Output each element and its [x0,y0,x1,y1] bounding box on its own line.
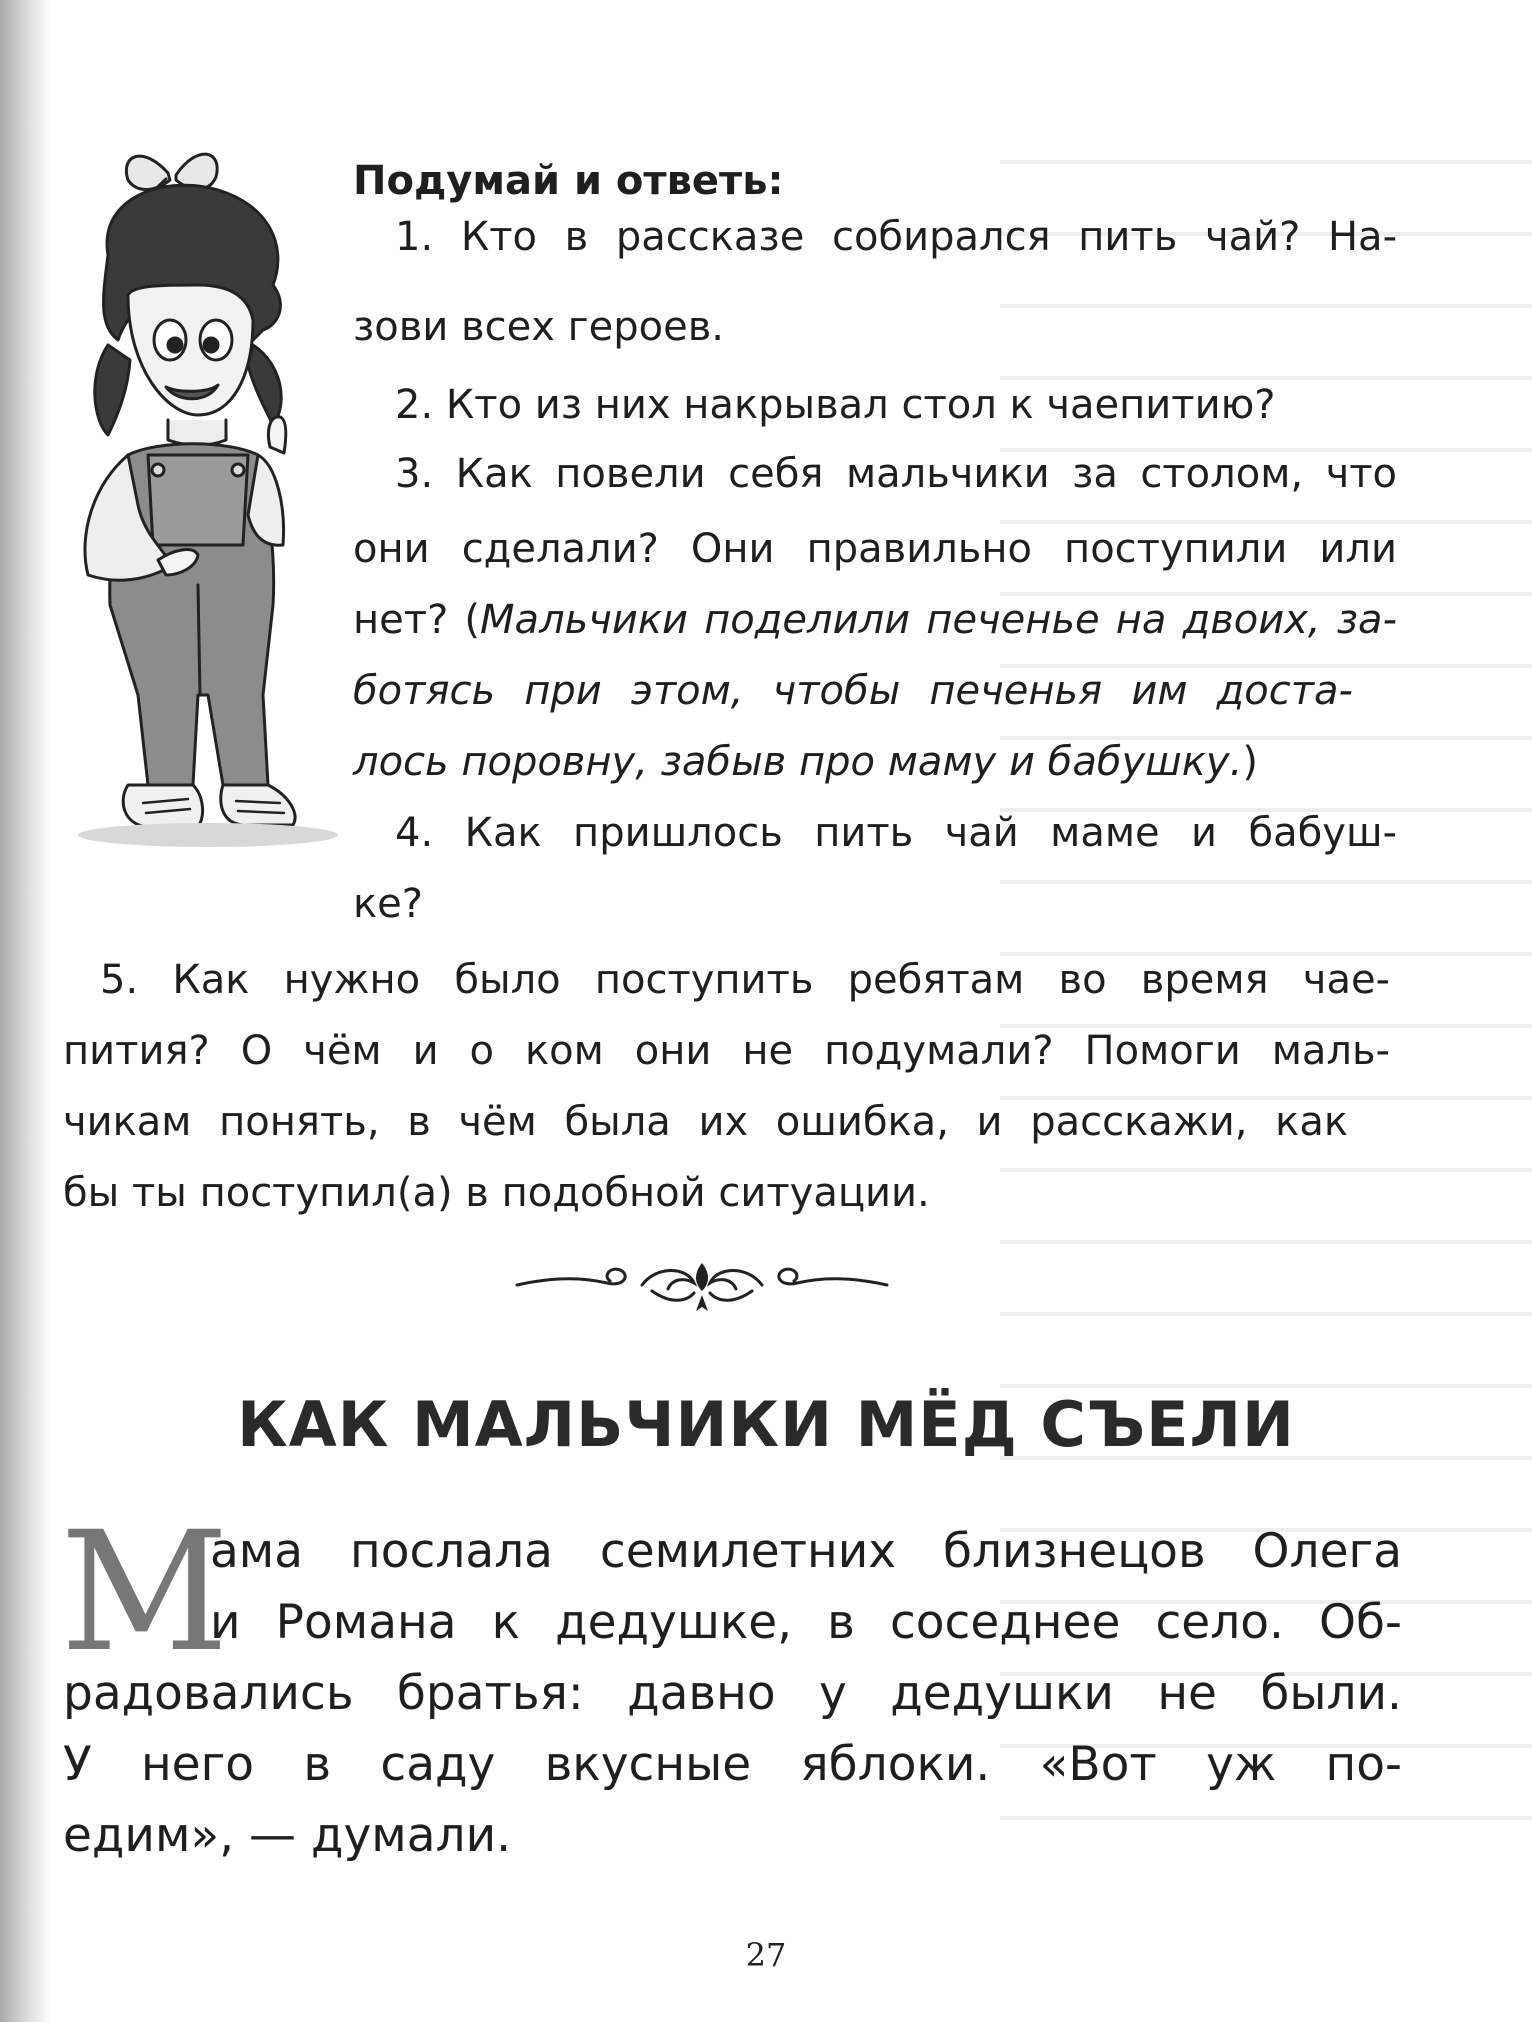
story-title: КАК МАЛЬЧИКИ МЁД СЪЕЛИ [237,1388,1295,1461]
story-line-4: У него в саду вкусные яблоки. «Вот уж по- [63,1737,1402,1792]
question-1-line-1: 1. Кто в рассказе собирался пить чай? На- [395,214,1397,260]
question-5-line-1: 5. Как нужно было поступить ребятам во время чае- [100,957,1390,1003]
page-number: 27 [745,1936,787,1974]
question-3-line-1: 3. Как повели себя мальчики за столом, что [395,451,1397,497]
question-2-line-1: 2. Кто из них накрывал стол к чаепитию? [395,382,1276,428]
question-3-line-5: лось поровну, забыв про маму и бабушку.) [353,739,1258,785]
question-4-line-2: ке? [353,881,423,927]
story-line-3: радовались братья: давно у дедушки не были. [63,1666,1402,1721]
question-3-line-2: они сделали? Они правильно поступили или [353,526,1397,572]
question-5-line-2: пития? О чём и о ком они не подумали? Помоги маль- [63,1028,1390,1074]
drop-cap-letter: М [60,1496,229,1688]
question-3-line-4: ботясь при этом, чтобы печенья им доста- [353,668,1353,714]
girl-illustration [48,135,338,850]
question-3-line-3: нет? (Мальчики поделили печенье на двоих, за- [353,597,1397,643]
page-binding-shadow [0,0,50,2022]
question-4-line-1: 4. Как пришлось пить чай маме и бабуш- [395,810,1397,856]
story-line-5: едим», — думали. [63,1808,512,1863]
answer-hint-italic: Мальчики поделили печенье на двоих, за- [480,597,1397,643]
story-line-2: и Романа к дедушке, в соседнее село. Об- [210,1595,1402,1650]
story-line-1: ама послала семилетних близнецов Олега [210,1524,1402,1579]
questions-heading: Подумай и ответь: [353,158,784,204]
question-5-line-3: чикам понять, в чём была их ошибка, и расскажи, как [63,1099,1348,1145]
question-1-line-2: зови всех героев. [353,304,724,350]
question-5-line-4: бы ты поступил(а) в подобной ситуации. [63,1170,930,1216]
ornament-divider [512,1255,892,1315]
